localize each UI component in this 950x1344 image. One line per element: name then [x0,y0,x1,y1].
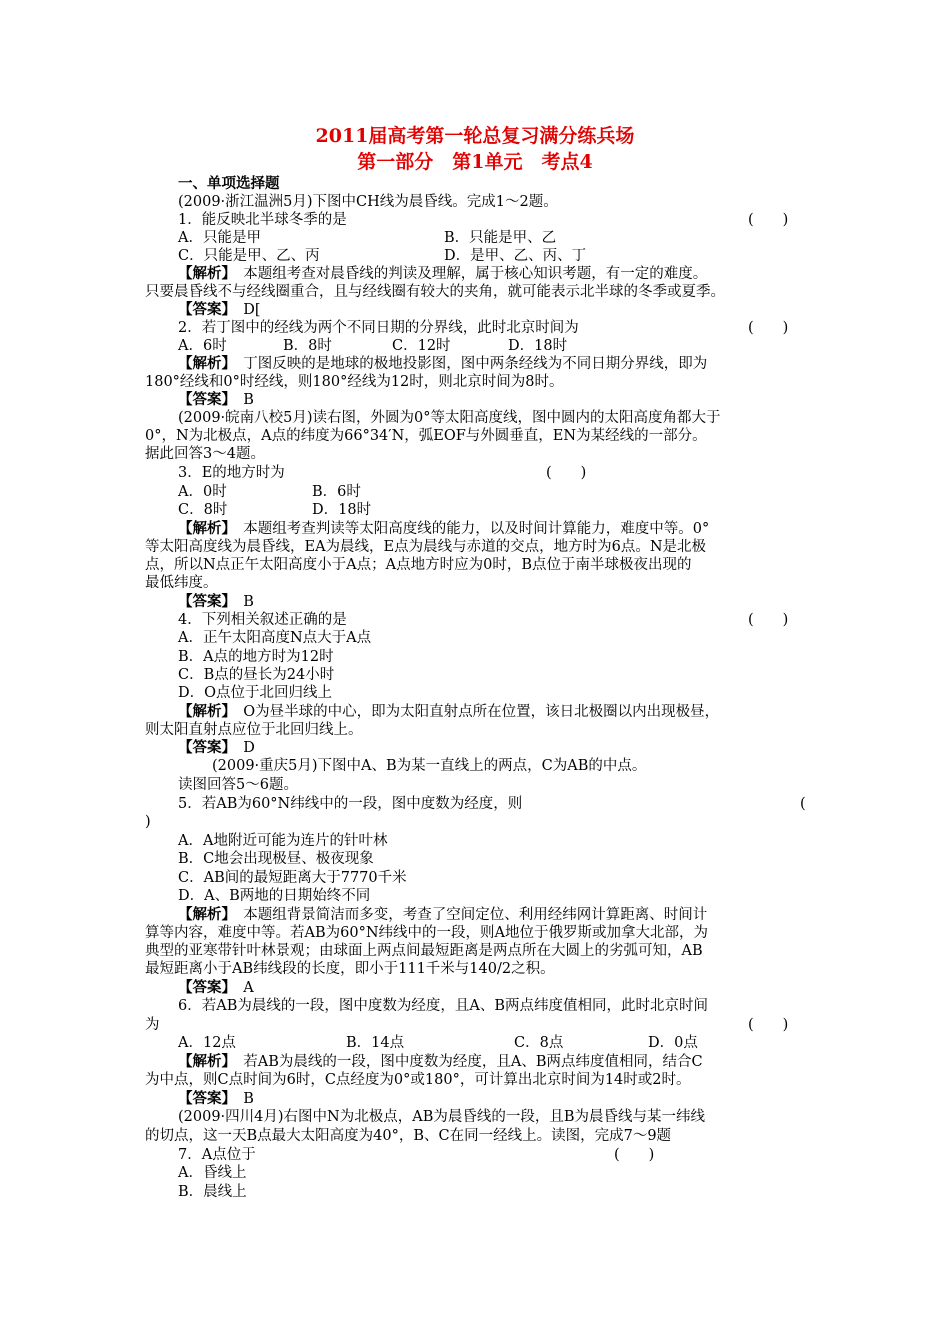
q5-option-c: C．AB间的最短距离大于7770千米 [178,870,407,886]
intro-3-4-3: 据此回答3～4题。 [145,446,265,462]
answer-blank-5-close: ) [145,814,151,830]
q4-option-d: D．O点位于北回归线上 [178,685,333,701]
answer-blank-2: ( ) [748,320,789,336]
q2-analysis-2: 180°经线和0°时经线，则180°经线为12时，则北京时间为8时。 [145,374,564,390]
q3-option-b: B．6时 [312,484,361,500]
intro-5-6-1: (2009·重庆5月)下图中A、B为某一直线上的两点，C为AB的中点。 [212,758,647,774]
q3-answer: 【答案】 B [178,593,254,610]
q4-analysis-2: 则太阳直射点应位于北回归线上。 [145,722,363,738]
answer-blank-3: ( ) [546,465,587,481]
question-5: 5．若AB为60°N纬线中的一段，图中度数为经度，则 [178,796,523,812]
q3-analysis-4: 最低纬度。 [145,575,218,591]
q1-option-d: D．是甲、乙、丙、丁 [444,248,587,264]
q5-analysis-4: 最短距离小于AB纬线段的长度，即小于111千米与140/2之积。 [145,961,555,977]
q1-option-a: A．只能是甲 [178,230,261,246]
question-3: 3．E的地方时为 [178,465,285,481]
intro-3-4-1: (2009·皖南八校5月)读右图，外圆为0°等太阳高度线，图中圆内的太阳高度角都大于 [178,410,721,426]
q5-analysis-3: 典型的亚寒带针叶林景观；由球面上两点间最短距离是两点所在大圆上的劣弧可知，AB [145,943,703,959]
q3-analysis-2: 等太阳高度线为晨昏线，EA为晨线，E点为晨线与赤道的交点，地方时为6点。N是北极 [145,539,707,555]
q2-option-a: A．6时 [178,338,227,354]
q5-answer: 【答案】 A [178,979,254,996]
intro-7-9-1: (2009·四川4月)右图中N为北极点，AB为晨昏线的一段，且B为晨昏线与某一纬线 [178,1109,706,1125]
q3-analysis-3: 点，所以N点正午太阳高度小于A点；A点地方时应为0时，B点位于南半球极夜出现的 [145,557,692,573]
q6-analysis-2: 为中点，则C点时间为6时，C点经度为0°或180°，可计算出北京时间为14时或2时。 [145,1072,691,1088]
title-line-2: 第一部分 第1单元 考点4 [357,151,593,173]
intro-1-2: (2009·浙江温洲5月)下图中CH线为晨昏线。完成1～2题。 [178,194,558,210]
question-1: 1．能反映北半球冬季的是 [178,212,347,228]
q2-analysis-1: 【解析】 丁图反映的是地球的极地投影图，图中两条经线为不同日期分界线，即为 [178,355,708,372]
q6-option-c: C．8点 [514,1035,564,1051]
q2-option-c: C．12时 [392,338,451,354]
q1-option-b: B．只能是甲、乙 [444,230,557,246]
q2-option-d: D．18时 [508,338,568,354]
q3-option-d: D．18时 [312,502,372,518]
q5-option-d: D．A、B两地的日期始终不同 [178,888,371,904]
answer-blank-1: ( ) [748,212,789,228]
answer-blank-7: ( ) [614,1147,655,1163]
q1-analysis-1: 【解析】 本题组考查对晨昏线的判读及理解，属于核心知识考题，有一定的难度。 [178,265,708,282]
q5-option-a: A．A地附近可能为连片的针叶林 [178,833,388,849]
q1-answer: 【答案】 D[ [178,301,261,318]
q4-option-a: A．正午太阳高度N点大于A点 [178,630,372,646]
q7-option-a: A．昏线上 [178,1165,247,1181]
q4-option-b: B．A点的地方时为12时 [178,649,334,665]
q6-option-b: B．14点 [346,1035,405,1051]
intro-7-9-2: 的切点，这一天B点最大太阳高度为40°，B、C在同一经线上。读图，完成7～9题 [145,1128,672,1144]
q4-option-c: C．B点的昼长为24小时 [178,667,335,683]
q4-analysis-1: 【解析】 O为昼半球的中心，即为太阳直射点所在位置，该日北极圈以内出现极昼， [178,703,720,720]
q3-option-c: C．8时 [178,502,228,518]
q3-analysis-1: 【解析】 本题组考查判读等太阳高度线的能力，以及时间计算能力，难度中等。0° [178,520,710,537]
q6-option-a: A．12点 [178,1035,236,1051]
section-heading: 一、单项选择题 [178,175,280,192]
question-7: 7．A点位于 [178,1147,256,1163]
question-6-1: 6．若AB为晨线的一段，图中度数为经度，且A、B两点纬度值相同，此时北京时间 [178,998,708,1014]
q2-answer: 【答案】 B [178,391,254,408]
answer-blank-6: ( ) [748,1017,789,1033]
q7-option-b: B．晨线上 [178,1184,247,1200]
q3-option-a: A．0时 [178,484,227,500]
question-6-2: 为 [145,1017,160,1033]
q4-answer: 【答案】 D [178,739,255,756]
intro-3-4-2: 0°，N为北极点，A点的纬度为66°34′N，弧EOF与外圆垂直，EN为某经线的一部分。 [145,428,707,444]
q5-analysis-1: 【解析】 本题组背景简洁而多变，考查了空间定位、利用经纬网计算距离、时间计 [178,906,708,923]
q1-option-c: C．只能是甲、乙、丙 [178,248,320,264]
answer-blank-4: ( ) [748,612,789,628]
question-4: 4．下列相关叙述正确的是 [178,612,347,628]
answer-blank-5-open: ( [800,796,806,812]
q6-option-d: D．0点 [648,1035,698,1051]
q6-answer: 【答案】 B [178,1090,254,1107]
q1-analysis-2: 只要晨昏线不与经线圈重合，且与经线圈有较大的夹角，就可能表示北半球的冬季或夏季。 [145,284,725,300]
intro-5-6-2: 读图回答5～6题。 [178,777,298,793]
q5-option-b: B．C地会出现极昼、极夜现象 [178,851,374,867]
title-line-1: 2011届高考第一轮总复习满分练兵场 [315,125,635,147]
q6-analysis-1: 【解析】 若AB为晨线的一段，图中度数为经度，且A、B两点纬度值相同，结合C [178,1053,703,1070]
question-2: 2．若丁图中的经线为两个不同日期的分界线，此时北京时间为 [178,320,579,336]
q2-option-b: B．8时 [283,338,332,354]
q5-analysis-2: 算等内容，难度中等。若AB为60°N纬线中的一段，则A地位于俄罗斯或加拿大北部，为 [145,925,708,941]
